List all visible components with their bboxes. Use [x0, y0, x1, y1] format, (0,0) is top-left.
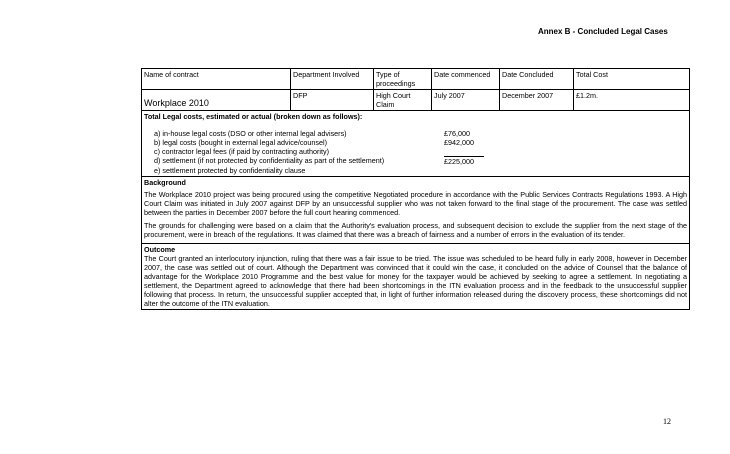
background-paragraph-1: The Workplace 2010 project was being procured using the competitive Negotiated procedure in accordance with the Public Services Contracts Regulations 1993. A High Court Claim was initiated in July 2007 against DFP by an unsuccessful supplier who was not taken forward to the final stage of the procurement. The case was settled between the parties in December 2007 before the full court hearing commenced. — [144, 190, 687, 217]
cost-amount: £76,000 — [444, 129, 470, 138]
outcome-paragraph: The Court granted an interlocutory injunction, ruling that there was a fair issue to be tried. The issue was scheduled to be heard fully in early 2008, however in December 2007, the case was settled out of court. Although the Department was convinced that it could win the case, it concluded on the advice of Counsel that the balance of advantage for the Workplace 2010 Programme and the best value for money for the taxpayer would be achieved by seeking to agree a settlement. In negotiating a settlement, the Department agreed to acknowledge that there had been shortcomings in the ITN evaluation process and in the feedback to the unsuccessful supplier following that process. In return, the unsuccessful supplier accepted that, in light of further information released during the discovery process, these shortcomings did not alter the outcome of the ITN evaluation. — [144, 254, 687, 308]
list-item — [154, 156, 687, 166]
header-contract: Name of contract — [142, 69, 291, 89]
cell-total-cost: £1.2m. — [576, 91, 598, 100]
legal-case-table — [141, 68, 690, 310]
list-item — [154, 147, 687, 156]
cell-contract: Workplace 2010 — [142, 90, 291, 110]
background-section — [142, 177, 689, 244]
header-date-commenced: Date commenced — [432, 69, 500, 89]
costs-list — [154, 129, 687, 175]
list-item — [154, 129, 687, 138]
background-paragraph-2: The grounds for challenging were based on a claim that the Authority's evaluation process, and subsequent decision to exclude the supplier from the next stage of the procurement, were in breach of the regulations. It was claimed that there was a breach of fairness and a number of errors in the evaluation of its tender. — [144, 221, 687, 239]
cost-label: c) contractor legal fees (if paid by contracting authority) — [154, 147, 329, 156]
cost-amount: £225,000 — [444, 156, 484, 166]
background-heading: Background — [144, 178, 186, 187]
costs-heading: Total Legal costs, estimated or actual (broken down as follows): — [144, 112, 363, 121]
list-item — [154, 166, 687, 175]
cost-label: b) legal costs (bought in external legal advice/counsel) — [154, 138, 327, 147]
cell-department: DFP — [291, 90, 374, 110]
table-header-row — [142, 69, 689, 90]
outcome-heading: Outcome — [144, 245, 176, 254]
cost-label: d) settlement (if not protected by confidentiality as part of the settlement) — [154, 156, 385, 165]
annex-title: Annex B - Concluded Legal Cases — [538, 27, 668, 36]
header-total-cost: Total Cost — [576, 70, 608, 79]
costs-section — [142, 111, 689, 177]
cell-date-commenced: July 2007 — [432, 90, 500, 110]
page-number: 12 — [663, 417, 671, 426]
cost-amount: £942,000 — [444, 138, 474, 147]
cost-label: e) settlement protected by confidentiality clause — [154, 166, 306, 175]
table-row — [142, 90, 689, 111]
cell-proceedings: High Court Claim — [374, 90, 432, 110]
header-proceedings: Type of proceedings — [374, 69, 432, 89]
outcome-section — [142, 244, 689, 309]
header-date-concluded: Date Concluded — [500, 69, 574, 89]
cost-amount — [444, 147, 484, 156]
cell-date-concluded: December 2007 — [500, 90, 574, 110]
cost-label: a) in-house legal costs (DSO or other internal legal advisers) — [154, 129, 347, 138]
list-item — [154, 138, 687, 147]
cost-amount — [444, 166, 484, 175]
header-department: Department Involved — [291, 69, 374, 89]
